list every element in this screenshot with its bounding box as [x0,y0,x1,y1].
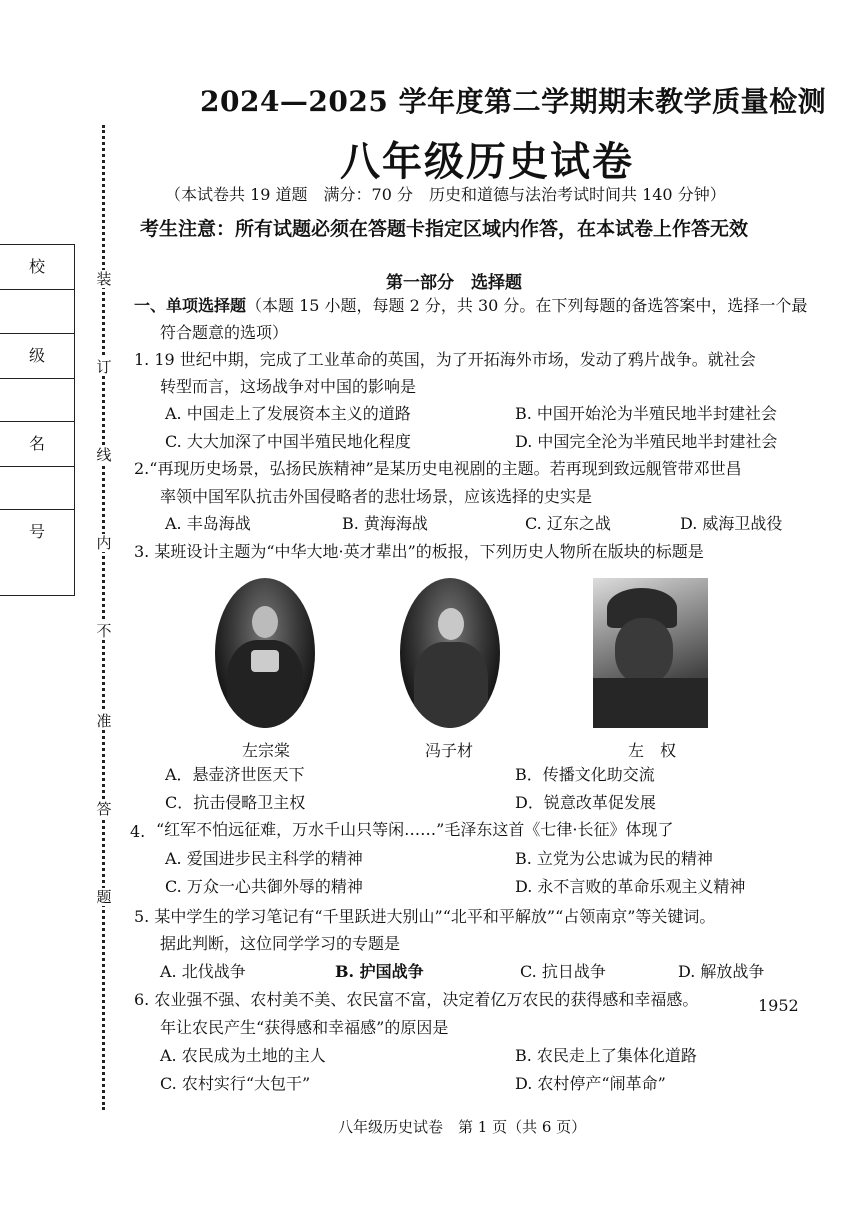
class-label: 级 [0,334,74,379]
q1-option-a: A. 中国走上了发展资本主义的道路 [165,404,411,423]
binding-char: 线 [94,446,114,464]
caption-zuo-quan: 左 权 [628,741,677,760]
q2-option-a: A. 丰岛海战 [165,514,251,533]
q5-stem: 5. 某中学生的学习笔记有“千里跃进大别山”“北平和平解放”“占领南京”等关键词。 [134,907,716,926]
binding-char: 准 [94,712,114,730]
part-instruction-text: （本题 15 小题，每题 2 分，共 30 分。在下列每题的备选答案中，选择一个最 [246,296,808,315]
part-instruction [134,296,807,316]
part-instruction-line2: 符合题意的选项） [160,323,289,342]
q6-option-a: A. 农民成为土地的主人 [160,1046,326,1065]
q3-option-d: D．锐意改革促发展 [515,793,656,812]
school-label: 校 [0,245,74,290]
name-label: 名 [0,422,74,467]
q6-stem: 6. 农业强不强、农村美不美、农民富不富，决定着亿万农民的获得感和幸福感。 [134,990,699,1009]
q2-option-d: D. 威海卫战役 [680,514,783,533]
q4-option-b: B. 立党为公忠诚为民的精神 [515,849,713,868]
q6-option-b: B. 农民走上了集体化道路 [515,1046,697,1065]
q5-option-c: C. 抗日战争 [520,962,606,981]
part-heading: 一、单项选择题 [134,296,247,315]
q4-option-d: D. 永不言败的革命乐观主义精神 [515,877,746,896]
q3-option-c: C．抗击侵略卫主权 [165,793,306,812]
binding-char: 内 [94,534,114,552]
binding-char: 题 [94,888,114,906]
exam-title: 2024—2025 学年度第二学期期末教学质量检测 [200,85,827,118]
q5-option-b: B. 护国战争 [335,962,424,981]
number-label: 号 [28,522,45,541]
q6-stem-line2: 年让农民产生“获得感和幸福感”的原因是 [160,1018,449,1037]
binding-char: 订 [94,358,114,376]
q2-option-c: C. 辽东之战 [525,514,611,533]
q4-option-a: A. 爱国进步民主科学的精神 [165,849,363,868]
q6-option-d: D. 农村停产“闹革命” [515,1074,666,1093]
q2-stem: 2.“再现历史场景，弘扬民族精神”是某历史电视剧的主题。若再现到致远舰管带邓世昌 [134,459,742,478]
caption-zuo-zongtang: 左宗棠 [242,741,291,760]
q2-stem-line2: 率领中国军队抗击外国侵略者的悲壮场景，应该选择的史实是 [160,487,593,506]
q1-option-b: B. 中国开始沦为半殖民地半封建社会 [515,404,777,423]
portrait-zuo-quan [593,578,708,728]
binding-char: 答 [94,800,114,818]
q5-option-a: A. 北伐战争 [160,962,246,981]
q3-option-a: A．悬壶济世医天下 [165,765,305,784]
candidate-notice: 考生注意：所有试题必须在答题卡指定区域内作答，在本试卷上作答无效 [140,218,749,240]
portrait-zuo-zongtang [215,578,315,728]
q6-stem-year: 1952 [758,996,799,1015]
q1-stem: 1. 19 世纪中期，完成了工业革命的英国，为了开拓海外市场，发动了鸦片战争。就社会 [134,350,756,369]
q2-option-b: B. 黄海海战 [342,514,428,533]
portrait-feng-zicai [400,578,500,728]
q4-option-c: C. 万众一心共御外辱的精神 [165,877,363,896]
student-info-box [0,244,75,596]
caption-feng-zicai: 冯子材 [425,741,474,760]
q1-option-d: D. 中国完全沦为半殖民地半封建社会 [515,432,778,451]
binding-char: 装 [94,270,114,288]
q5-stem-line2: 据此判断，这位同学学习的专题是 [160,934,401,953]
q1-stem-line2: 转型而言，这场战争对中国的影响是 [160,377,417,396]
subject-title: 八年级历史试卷 [340,138,634,185]
section-title: 第一部分 选择题 [386,273,522,293]
q4-number: 4. [130,822,146,841]
binding-char: 不 [94,622,114,640]
q3-stem: 3. 某班设计主题为“中华大地·英才辈出”的板报，下列历史人物所在版块的标题是 [134,542,704,561]
q6-option-c: C. 农村实行“大包干” [160,1074,311,1093]
exam-info: （本试卷共 19 道题 满分：70 分 历史和道德与法治考试时间共 140 分钟） [165,185,726,204]
q1-option-c: C. 大大加深了中国半殖民地化程度 [165,432,411,451]
page-footer: 八年级历史试卷 第 1 页（共 6 页） [338,1118,587,1136]
q5-option-d: D. 解放战争 [678,962,765,981]
q3-option-b: B．传播文化助交流 [515,765,655,784]
q4-stem: “红军不怕远征难，万水千山只等闲……”毛泽东这首《七律·长征》体现了 [156,820,674,839]
